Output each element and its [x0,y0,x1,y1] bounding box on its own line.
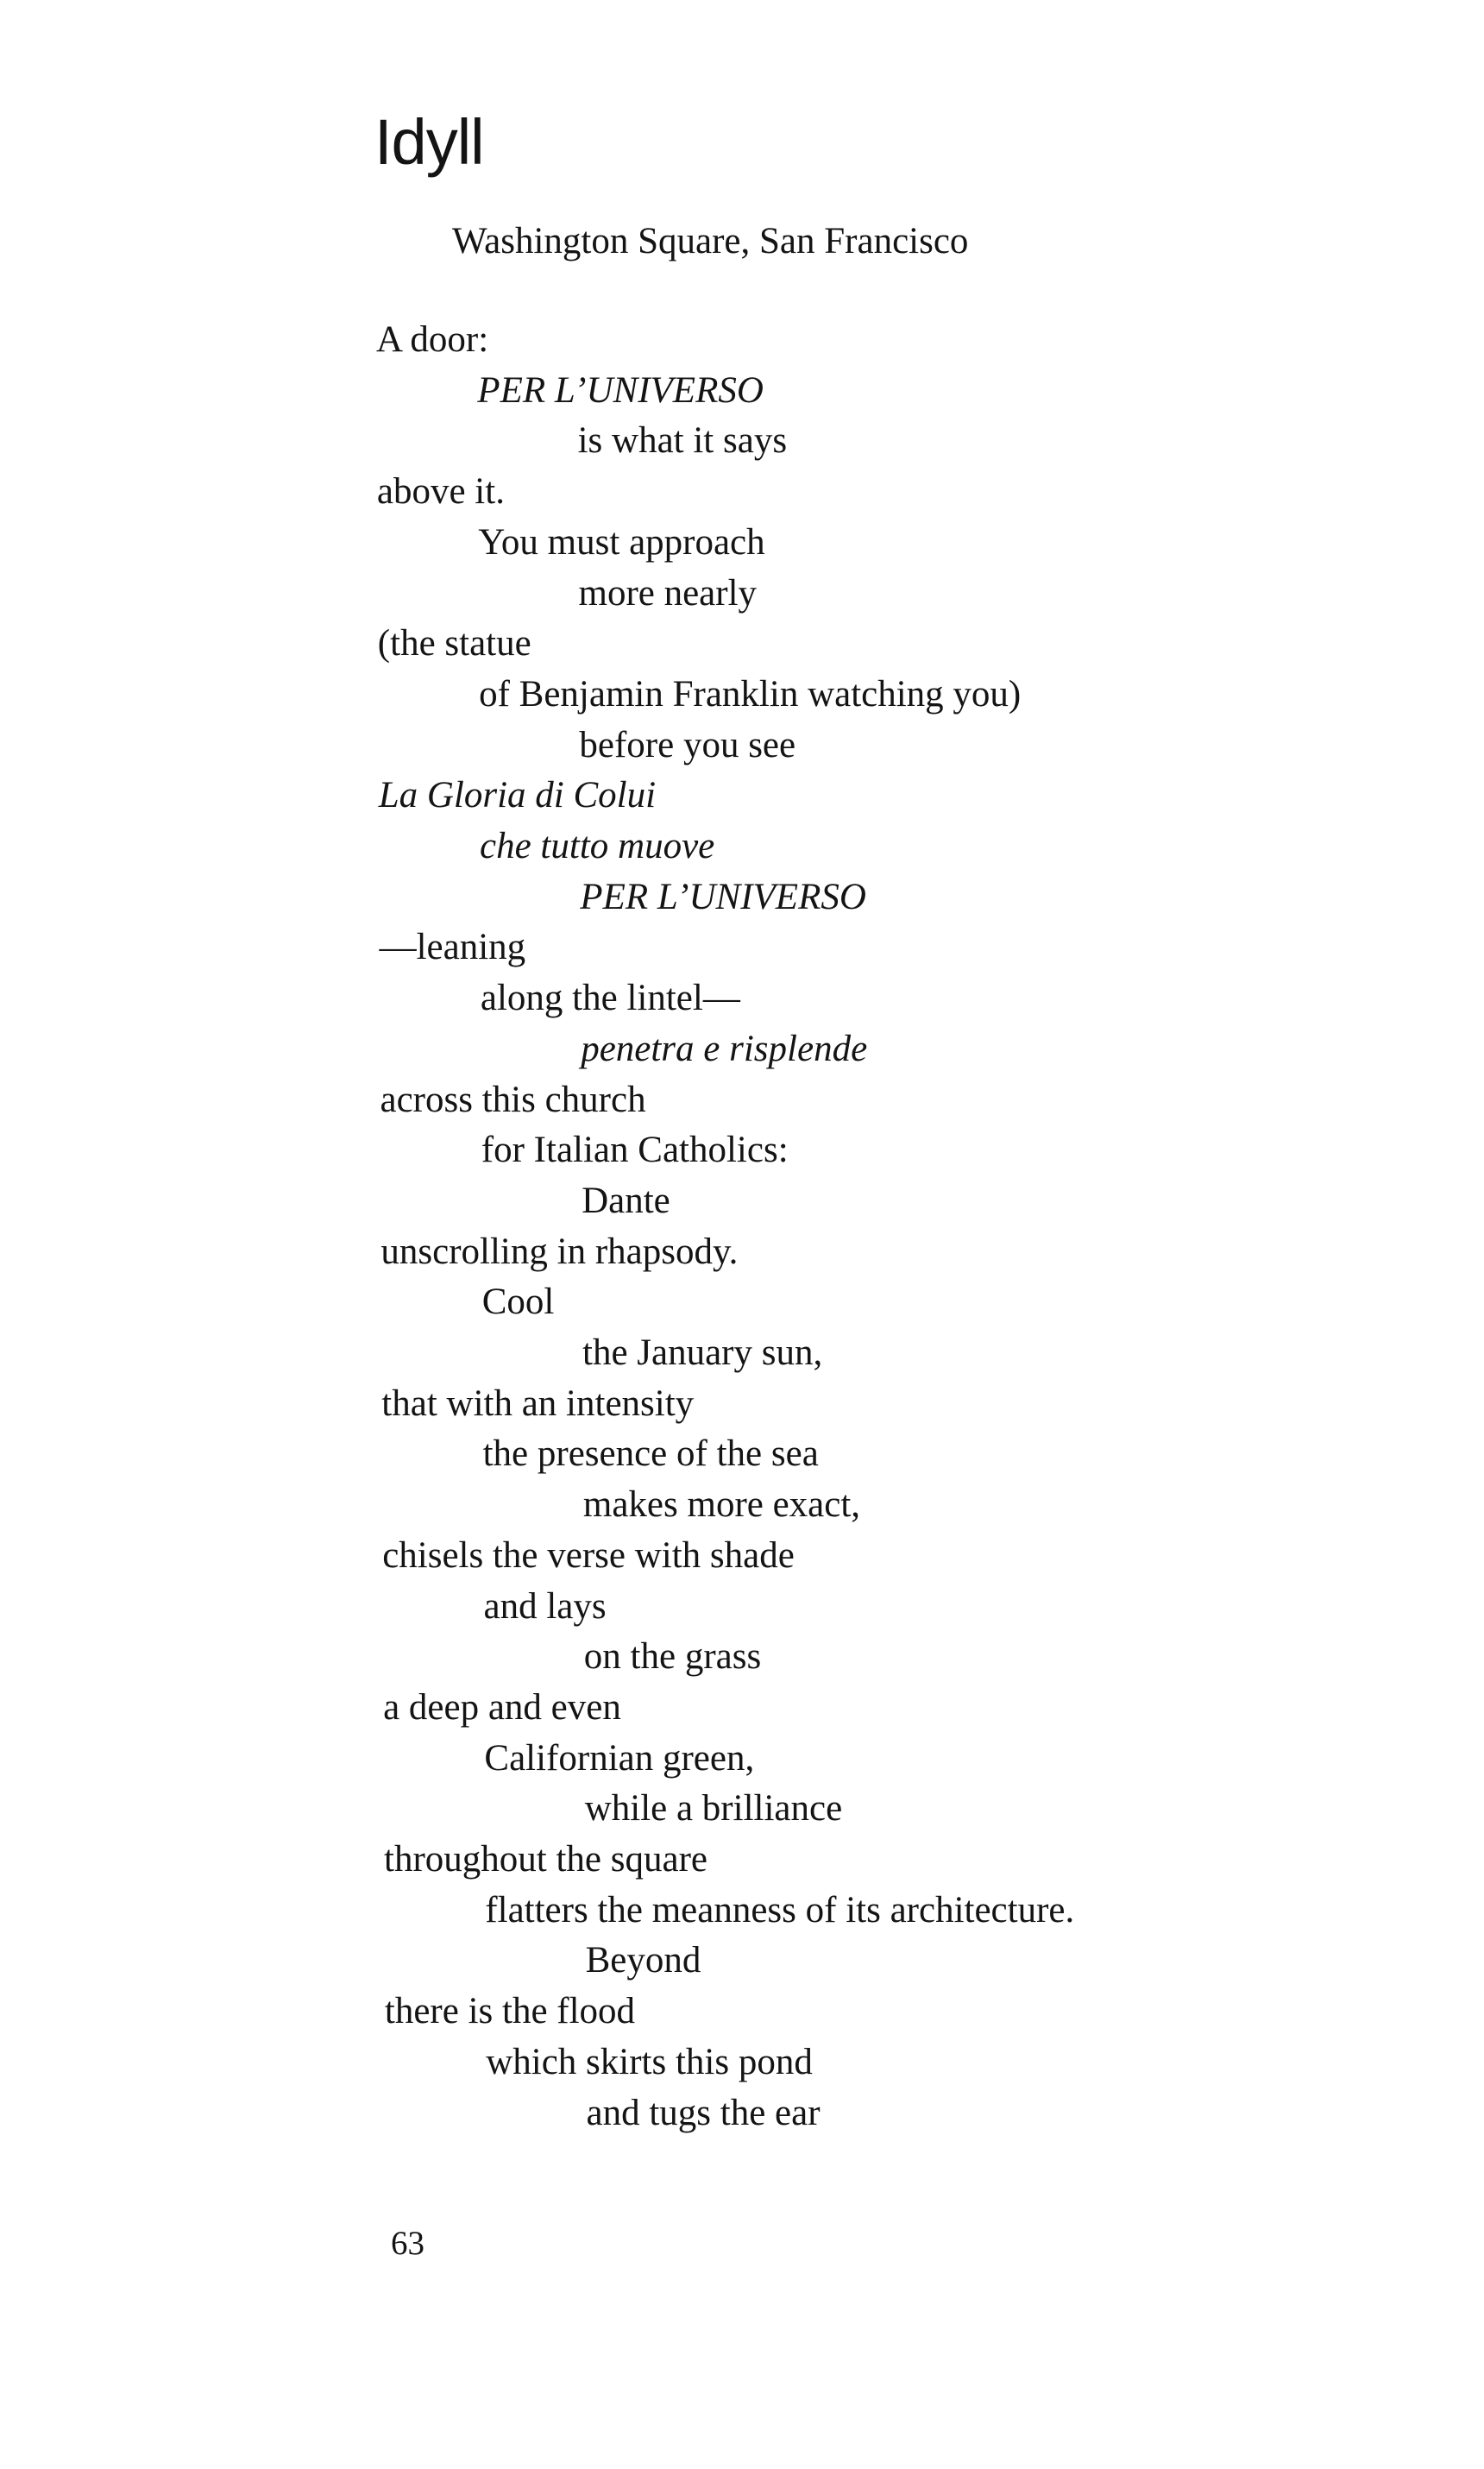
poem-line: the presence of the sea [482,1433,819,1475]
poem-line: che tutto muove [480,826,715,866]
poem-line: A door: [376,319,489,360]
poem-line: along the lintel— [480,978,740,1019]
poem-title: Idyll [374,106,484,178]
poem-line: chisels the verse with shade [382,1534,795,1576]
page-number: 63 [391,2225,424,2262]
poem-line: You must approach [478,521,765,563]
poem-line: which skirts this pond [486,2041,813,2082]
poem-line: while a brilliance [584,1788,843,1830]
poem-line: La Gloria di Colui [378,775,657,816]
poem-line: before you see [579,724,796,765]
poem-line: flatters the meanness of its architecture. [485,1889,1075,1930]
poem-line: a deep and even [383,1686,621,1728]
poem-line: (the statue [377,623,531,664]
poem-subtitle: Washington Square, San Francisco [452,221,969,261]
poem-line: unscrolling in rhapsody. [380,1231,739,1272]
poem-line: above it. [376,471,505,513]
poem-line: and lays [483,1585,607,1627]
poem-line: makes more exact, [582,1484,861,1526]
poem-line: there is the flood [384,1991,636,2032]
poem-line: PER L’UNIVERSO [580,876,866,917]
poem-line: on the grass [583,1636,762,1678]
poem-line: Cool [481,1282,555,1323]
poem-line: penetra e risplende [581,1028,868,1069]
poem-line: more nearly [578,572,758,614]
poem-line: Californian green, [484,1737,755,1779]
poem-line: Beyond [585,1940,701,1981]
poem-line: throughout the square [384,1839,707,1880]
poem-line: and tugs the ear [586,2092,821,2133]
poem-line: across this church [380,1079,646,1120]
poem-line: PER L’UNIVERSO [477,369,764,411]
poem-line: the January sun, [582,1332,823,1373]
poem-line: that with an intensity [381,1383,695,1424]
poem-line: —leaning [379,927,526,968]
poem-line: Dante [582,1180,670,1221]
poem-line: for Italian Catholics: [481,1130,789,1171]
poem-line: of Benjamin Franklin watching you) [479,673,1022,715]
poem-line: is what it says [577,420,788,462]
